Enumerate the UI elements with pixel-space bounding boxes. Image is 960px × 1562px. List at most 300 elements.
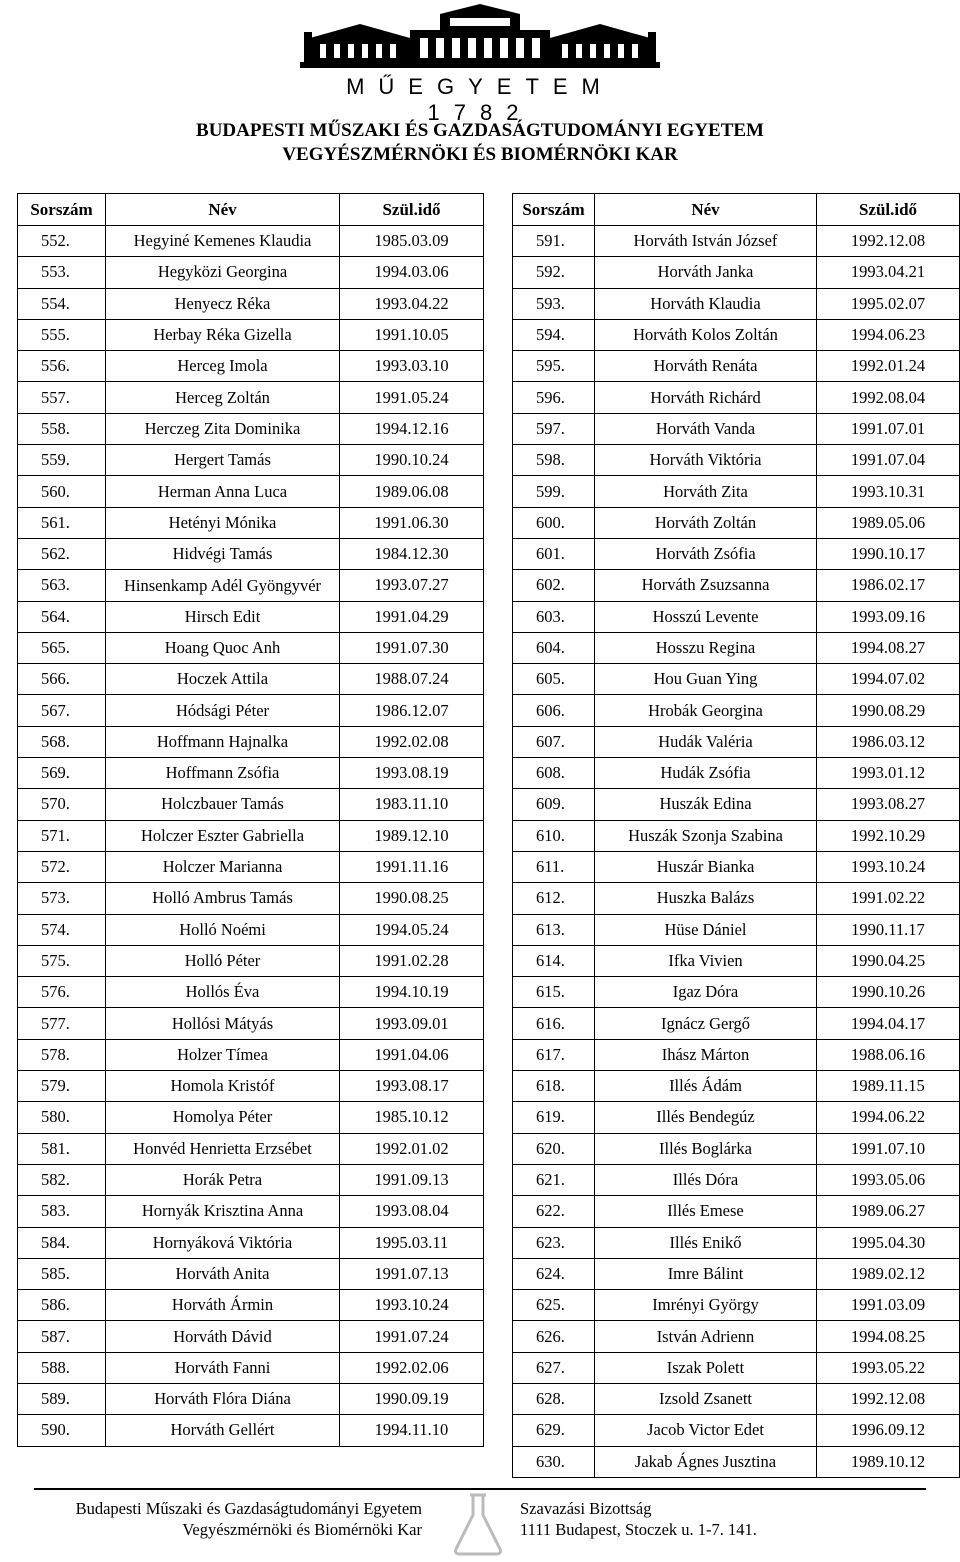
row-birthdate: 1993.08.04 [340,1196,484,1227]
row-birthdate: 1994.11.10 [340,1415,484,1446]
row-birthdate: 1993.04.22 [340,288,484,319]
row-number: 626. [513,1321,595,1352]
table-row [18,1133,484,1164]
row-birthdate: 1993.10.31 [817,476,960,507]
row-name: Horváth Richárd [595,382,817,413]
row-number: 583. [18,1196,106,1227]
row-number: 555. [18,319,106,350]
row-birthdate: 1993.01.12 [817,758,960,789]
row-birthdate: 1990.09.19 [340,1383,484,1414]
footer-university: Budapesti Műszaki és Gazdaságtudományi Egyetem [75,1499,422,1518]
row-birthdate: 1990.10.24 [340,445,484,476]
table-row [513,977,960,1008]
row-name: Hollós Éva [106,977,340,1008]
row-name: Horák Petra [106,1164,340,1195]
table-row [513,351,960,382]
row-name: Honvéd Henrietta Erzsébet [106,1133,340,1164]
row-number: 600. [513,507,595,538]
row-number: 564. [18,601,106,632]
row-name: Huszka Balázs [595,883,817,914]
row-number: 608. [513,758,595,789]
table-row [513,789,960,820]
row-birthdate: 1993.10.24 [340,1290,484,1321]
row-number: 565. [18,632,106,663]
row-name: Herceg Zoltán [106,382,340,413]
row-name: Hudák Valéria [595,726,817,757]
row-number: 613. [513,914,595,945]
row-number: 622. [513,1196,595,1227]
table-row [513,632,960,663]
table-row [513,758,960,789]
row-name: Hetényi Mónika [106,507,340,538]
row-birthdate: 1990.10.17 [817,538,960,569]
row-name: Horváth Zsuzsanna [595,570,817,601]
table-row [513,1008,960,1039]
row-number: 578. [18,1039,106,1070]
row-name: Jakab Ágnes Jusztina [595,1446,817,1477]
row-birthdate: 1985.03.09 [340,226,484,257]
row-birthdate: 1991.07.10 [817,1133,960,1164]
table-row [18,257,484,288]
row-name: Illés Emese [595,1196,817,1227]
row-birthdate: 1994.07.02 [817,664,960,695]
row-number: 628. [513,1383,595,1414]
table-row [18,820,484,851]
row-name: Hódsági Péter [106,695,340,726]
table-row [513,319,960,350]
row-name: Holczbauer Tamás [106,789,340,820]
row-birthdate: 1988.06.16 [817,1039,960,1070]
row-birthdate: 1990.04.25 [817,945,960,976]
row-birthdate: 1992.01.24 [817,351,960,382]
row-number: 627. [513,1352,595,1383]
row-name: Huszák Edina [595,789,817,820]
row-birthdate: 1991.11.16 [340,851,484,882]
row-birthdate: 1994.08.27 [817,632,960,663]
column-header-name: Név [106,194,340,226]
row-birthdate: 1989.12.10 [340,820,484,851]
row-birthdate: 1984.12.30 [340,538,484,569]
row-birthdate: 1994.04.17 [817,1008,960,1039]
row-number: 563. [18,570,106,601]
row-number: 607. [513,726,595,757]
table-row [18,726,484,757]
row-birthdate: 1993.10.24 [817,851,960,882]
row-birthdate: 1990.08.29 [817,695,960,726]
row-number: 614. [513,945,595,976]
table-row [18,945,484,976]
row-name: Imre Bálint [595,1258,817,1289]
table-row [18,632,484,663]
table-row [18,1164,484,1195]
row-birthdate: 1990.11.17 [817,914,960,945]
table-row [18,883,484,914]
row-number: 588. [18,1352,106,1383]
row-number: 586. [18,1290,106,1321]
row-birthdate: 1989.05.06 [817,507,960,538]
row-number: 574. [18,914,106,945]
row-birthdate: 1993.07.27 [340,570,484,601]
table-row [513,1164,960,1195]
row-birthdate: 1993.08.19 [340,758,484,789]
row-name: Hoffmann Hajnalka [106,726,340,757]
footer-divider [34,1488,926,1490]
row-birthdate: 1991.04.06 [340,1039,484,1070]
row-birthdate: 1989.11.15 [817,1071,960,1102]
row-birthdate: 1986.02.17 [817,570,960,601]
table-row [513,1133,960,1164]
row-name: Hornyák Krisztina Anna [106,1196,340,1227]
row-birthdate: 1986.12.07 [340,695,484,726]
row-birthdate: 1989.06.08 [340,476,484,507]
row-number: 615. [513,977,595,1008]
row-number: 570. [18,789,106,820]
row-number: 572. [18,851,106,882]
row-birthdate: 1989.02.12 [817,1258,960,1289]
row-name: Ifka Vivien [595,945,817,976]
row-number: 559. [18,445,106,476]
row-number: 585. [18,1258,106,1289]
row-name: Horváth Vanda [595,413,817,444]
building-icon [290,4,670,74]
row-number: 601. [513,538,595,569]
table-row [513,883,960,914]
row-number: 566. [18,664,106,695]
row-birthdate: 1989.10.12 [817,1446,960,1477]
row-name: Huszár Bianka [595,851,817,882]
row-number: 598. [513,445,595,476]
table-row [18,570,484,601]
table-row [18,319,484,350]
row-number: 594. [513,319,595,350]
table-row [513,1446,960,1477]
row-number: 592. [513,257,595,288]
row-number: 603. [513,601,595,632]
table-row [18,977,484,1008]
flask-icon [448,1491,508,1562]
table-row [18,413,484,444]
row-number: 591. [513,226,595,257]
row-number: 560. [18,476,106,507]
row-number: 553. [18,257,106,288]
row-number: 618. [513,1071,595,1102]
column-header-name: Név [595,194,817,226]
table-row [18,1102,484,1133]
row-name: Horváth Dávid [106,1321,340,1352]
row-birthdate: 1990.08.25 [340,883,484,914]
row-name: Horváth Zita [595,476,817,507]
row-birthdate: 1995.04.30 [817,1227,960,1258]
column-header-no: Sorszám [18,194,106,226]
row-birthdate: 1994.05.24 [340,914,484,945]
table-row [513,1102,960,1133]
table-row [513,1227,960,1258]
row-name: Horváth Ármin [106,1290,340,1321]
row-name: Horváth Zoltán [595,507,817,538]
table-row [513,413,960,444]
row-birthdate: 1989.06.27 [817,1196,960,1227]
footer-left [36,1498,422,1540]
row-birthdate: 1994.12.16 [340,413,484,444]
table-row [18,1227,484,1258]
row-birthdate: 1991.02.28 [340,945,484,976]
row-birthdate: 1991.07.01 [817,413,960,444]
row-name: Izsold Zsanett [595,1383,817,1414]
row-name: Jacob Victor Edet [595,1415,817,1446]
row-birthdate: 1992.02.06 [340,1352,484,1383]
row-name: Hegyközi Georgina [106,257,340,288]
row-name: Hegyiné Kemenes Klaudia [106,226,340,257]
row-number: 577. [18,1008,106,1039]
table-row [513,570,960,601]
row-name: Holzer Tímea [106,1039,340,1070]
row-number: 579. [18,1071,106,1102]
row-number: 625. [513,1290,595,1321]
row-number: 567. [18,695,106,726]
row-number: 604. [513,632,595,663]
table-row [18,1352,484,1383]
university-name: BUDAPESTI MŰSZAKI ÉS GAZDASÁGTUDOMÁNYI EGYETEM [196,120,764,141]
row-name: Horváth Renáta [595,351,817,382]
row-name: Holló Noémi [106,914,340,945]
row-birthdate: 1994.06.23 [817,319,960,350]
row-name: Horváth Zsófia [595,538,817,569]
row-name: Hornyáková Viktória [106,1227,340,1258]
row-birthdate: 1988.07.24 [340,664,484,695]
row-number: 569. [18,758,106,789]
row-birthdate: 1993.08.27 [817,789,960,820]
row-name: Igaz Dóra [595,977,817,1008]
table-row [513,1290,960,1321]
row-number: 606. [513,695,595,726]
row-birthdate: 1991.07.13 [340,1258,484,1289]
row-number: 581. [18,1133,106,1164]
row-number: 590. [18,1415,106,1446]
row-name: Hinsenkamp Adél Gyöngyvér [106,570,340,601]
row-name: Hollósi Mátyás [106,1008,340,1039]
column-header-no: Sorszám [513,194,595,226]
row-name: Hudák Zsófia [595,758,817,789]
row-name: Horváth Janka [595,257,817,288]
table-row [18,695,484,726]
row-number: 623. [513,1227,595,1258]
table-row [513,1415,960,1446]
table-row [18,351,484,382]
row-birthdate: 1996.09.12 [817,1415,960,1446]
row-number: 593. [513,288,595,319]
row-birthdate: 1991.06.30 [340,507,484,538]
row-name: Horváth Anita [106,1258,340,1289]
row-name: Hoang Quoc Anh [106,632,340,663]
table-row [18,1383,484,1414]
row-number: 561. [18,507,106,538]
row-name: Hou Guan Ying [595,664,817,695]
row-birthdate: 1992.12.08 [817,226,960,257]
row-birthdate: 1995.03.11 [340,1227,484,1258]
row-number: 587. [18,1321,106,1352]
row-name: Hosszú Levente [595,601,817,632]
row-name: Herczeg Zita Dominika [106,413,340,444]
row-name: Hosszu Regina [595,632,817,663]
footer-address: 1111 Budapest, Stoczek u. 1-7. 141. [520,1520,757,1539]
row-name: Horváth Flóra Diána [106,1383,340,1414]
table-row [513,445,960,476]
table-row [18,1008,484,1039]
row-birthdate: 1991.07.24 [340,1321,484,1352]
row-birthdate: 1992.08.04 [817,382,960,413]
row-name: Horváth Kolos Zoltán [595,319,817,350]
table-row [513,1196,960,1227]
row-birthdate: 1985.10.12 [340,1102,484,1133]
row-birthdate: 1990.10.26 [817,977,960,1008]
table-row [513,1071,960,1102]
row-number: 621. [513,1164,595,1195]
row-name: Herman Anna Luca [106,476,340,507]
table-row [513,851,960,882]
row-number: 554. [18,288,106,319]
row-name: Huszák Szonja Szabina [595,820,817,851]
row-number: 629. [513,1415,595,1446]
row-birthdate: 1991.03.09 [817,1290,960,1321]
row-number: 605. [513,664,595,695]
table-row [513,1321,960,1352]
table-row [18,1258,484,1289]
row-name: Hoffmann Zsófia [106,758,340,789]
table-row [18,601,484,632]
table-row [18,538,484,569]
table-row [18,1071,484,1102]
row-name: Illés Enikő [595,1227,817,1258]
row-name: Hirsch Edit [106,601,340,632]
row-number: 568. [18,726,106,757]
voter-table-right [512,193,960,1478]
table-row [18,1415,484,1446]
row-birthdate: 1992.12.08 [817,1383,960,1414]
table-row [18,1290,484,1321]
table-row [513,601,960,632]
table-row [18,758,484,789]
row-number: 584. [18,1227,106,1258]
row-name: Hidvégi Tamás [106,538,340,569]
row-birthdate: 1994.03.06 [340,257,484,288]
row-birthdate: 1991.09.13 [340,1164,484,1195]
row-name: Imrényi György [595,1290,817,1321]
row-birthdate: 1995.02.07 [817,288,960,319]
table-row [18,476,484,507]
row-birthdate: 1992.02.08 [340,726,484,757]
row-number: 597. [513,413,595,444]
table-row [513,664,960,695]
row-number: 558. [18,413,106,444]
row-birthdate: 1992.10.29 [817,820,960,851]
row-name: Hoczek Attila [106,664,340,695]
row-number: 611. [513,851,595,882]
table-row [18,1196,484,1227]
table-row [513,538,960,569]
row-name: Herbay Réka Gizella [106,319,340,350]
row-number: 617. [513,1039,595,1070]
table-row [513,476,960,507]
row-birthdate: 1993.05.22 [817,1352,960,1383]
table-row [513,1352,960,1383]
row-number: 609. [513,789,595,820]
table-row [18,288,484,319]
table-row [513,695,960,726]
table-row [513,288,960,319]
row-birthdate: 1994.06.22 [817,1102,960,1133]
footer-committee: Szavazási Bizottság [520,1499,652,1518]
row-number: 552. [18,226,106,257]
row-name: Homolya Péter [106,1102,340,1133]
row-name: Horváth Klaudia [595,288,817,319]
row-number: 556. [18,351,106,382]
row-number: 610. [513,820,595,851]
row-name: Illés Ádám [595,1071,817,1102]
row-number: 624. [513,1258,595,1289]
row-number: 620. [513,1133,595,1164]
table-row [18,664,484,695]
row-number: 575. [18,945,106,976]
table-row [513,914,960,945]
row-birthdate: 1993.04.21 [817,257,960,288]
row-birthdate: 1991.10.05 [340,319,484,350]
row-number: 573. [18,883,106,914]
row-name: Holló Péter [106,945,340,976]
row-birthdate: 1993.08.17 [340,1071,484,1102]
row-birthdate: 1991.07.04 [817,445,960,476]
table-row [18,851,484,882]
table-row [18,789,484,820]
row-name: Hergert Tamás [106,445,340,476]
row-name: Holczer Eszter Gabriella [106,820,340,851]
row-number: 595. [513,351,595,382]
column-header-birth: Szül.idő [817,194,960,226]
table-header-row [18,194,484,226]
table-row [513,507,960,538]
table-row [513,820,960,851]
table-row [18,507,484,538]
row-number: 557. [18,382,106,413]
row-name: Henyecz Réka [106,288,340,319]
table-row [513,257,960,288]
row-number: 630. [513,1446,595,1477]
logo-text: MŰEGYETEM 1782 [346,74,614,125]
row-birthdate: 1983.11.10 [340,789,484,820]
table-row [513,226,960,257]
table-header-row [513,194,960,226]
row-name: Holló Ambrus Tamás [106,883,340,914]
row-number: 589. [18,1383,106,1414]
row-birthdate: 1993.03.10 [340,351,484,382]
footer-right [520,1498,757,1540]
row-number: 580. [18,1102,106,1133]
table-row [513,726,960,757]
table-row [18,1039,484,1070]
table-row [18,382,484,413]
row-birthdate: 1991.04.29 [340,601,484,632]
row-name: Homola Kristóf [106,1071,340,1102]
row-birthdate: 1992.01.02 [340,1133,484,1164]
row-birthdate: 1994.10.19 [340,977,484,1008]
row-name: Horváth István József [595,226,817,257]
row-name: Illés Dóra [595,1164,817,1195]
table-row [513,1383,960,1414]
row-number: 612. [513,883,595,914]
row-name: István Adrienn [595,1321,817,1352]
row-name: Horváth Gellért [106,1415,340,1446]
voter-table-left [17,193,484,1447]
table-row [18,1321,484,1352]
